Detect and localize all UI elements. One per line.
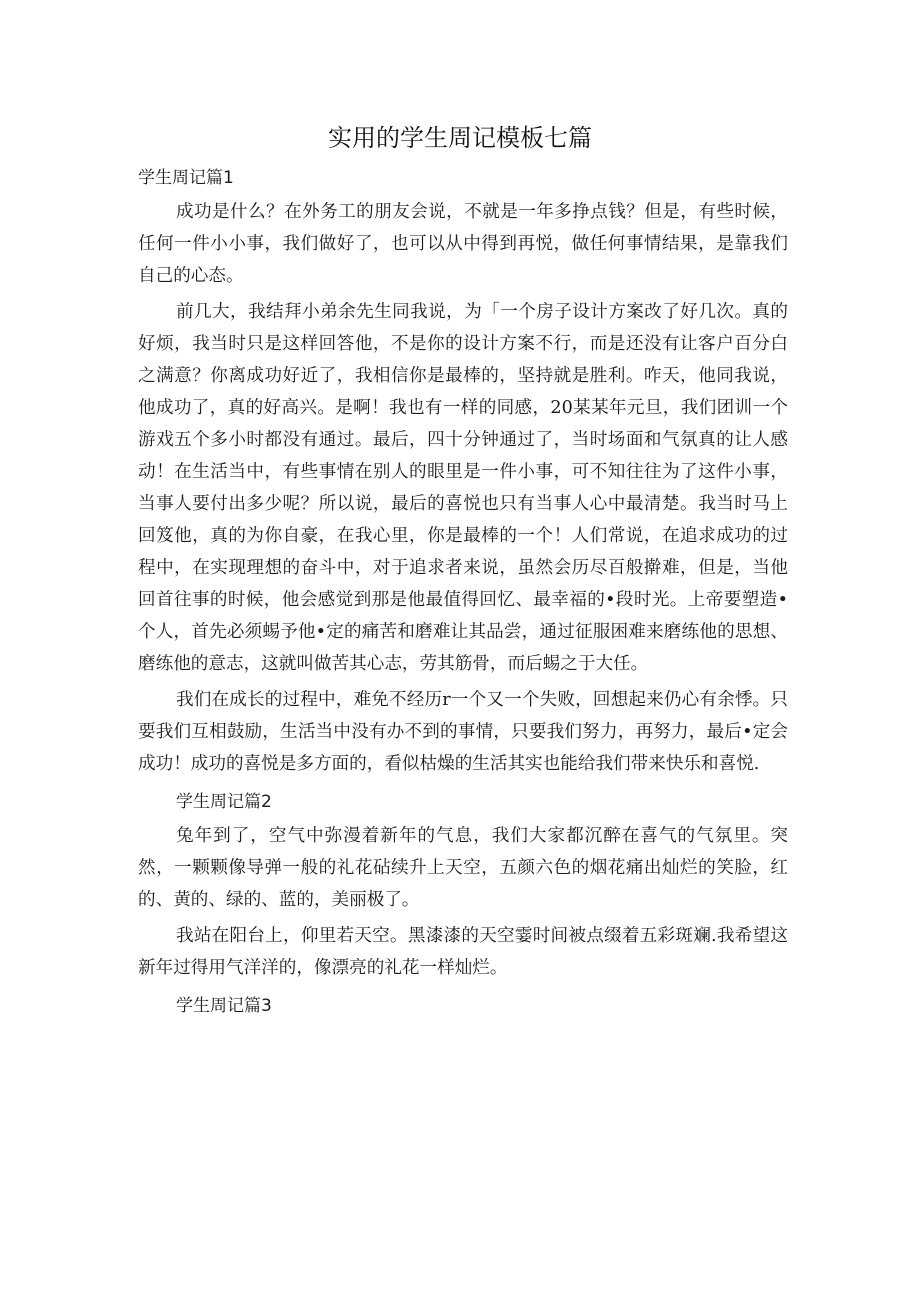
paragraph: 我们在成长的过程中，难免不经历r一个又一个失败，回想起来仍心有余悸。只要我们互相鼓励，生活当中没有办不到的事情，只要我们努力，再努力，最后•定会成功！成功的喜悦是多方面的，看似枯燥的生活其实也能给我们带来快乐和喜悦. [138,690,788,774]
paragraph: 我站在阳台上，仰里若天空。黑漆漆的天空霎时间被点缀着五彩斑斓.我希望这新年过得用气洋洋的，像漂亮的礼花一样灿烂。 [138,926,788,978]
section-heading-3: 学生周记篇3 [176,996,272,1016]
paragraph: 前几大，我结拜小弟余先生同我说，为「一个房子设计方案改了好几次。真的好烦，我当时只是这样回答他，不是你的设计方案不行，而是还没有让客户百分白之满意？你离成功好近了，我相信你是最棒的，坚持就是胜利。咋天，他同我说，他成功了，真的好高兴。是啊！我也有一样的同感，20某某年元旦，我们团训一个游戏五个多小时都没有通过。最后，四十分钟通过了，当时场面和气氛真的让人感动！在生活当中，有些事情在别人的眼里是一件小事，可不知往往为了这件小事，当事人要付出多少呢？所以说，最后的喜悦也只有当事人心中最清楚。我当时马上回笈他，真的为你自豪，在我心里，你是最棒的一个！人们常说，在追求成功的过程中，在实现理想的奋斗中，对于追求者来说，虽然会历尽百般擀难，但是，当他回首往事的时候，他会感觉到那是他最值得回忆、最幸福的•段时光。上帝要塑造•个人，首先必须蜴予他•定的痛苦和磨难让其品尝，通过征服困难来磨练他的思想、磨练他的意志，这就叫做苦其心志，劳其筋骨，而后蜴之于大任。 [138,302,788,674]
section-heading-1: 学生周记篇1 [138,168,234,188]
paragraph: 成功是什么？在外务工的朋友会说，不就是一年多挣点钱？但是，有些时候，任何一件小小事，我们做好了，也可以从中得到再悦，做任何事情结果，是靠我们自己的心态。 [138,202,788,286]
document-title: 实用的学生周记模板七篇 [328,124,592,152]
section-heading-2: 学生周记篇2 [176,792,272,812]
document-body [138,160,788,1024]
paragraph: 兔年到了，空气中弥漫着新年的气息，我们大家都沉醉在喜气的气氛里。突然，一颗颗像导弹一般的礼花砧续升上天空，五颜六色的烟花痛出灿烂的笑脸，红的、黄的、绿的、蓝的，美丽极了。 [138,826,788,910]
